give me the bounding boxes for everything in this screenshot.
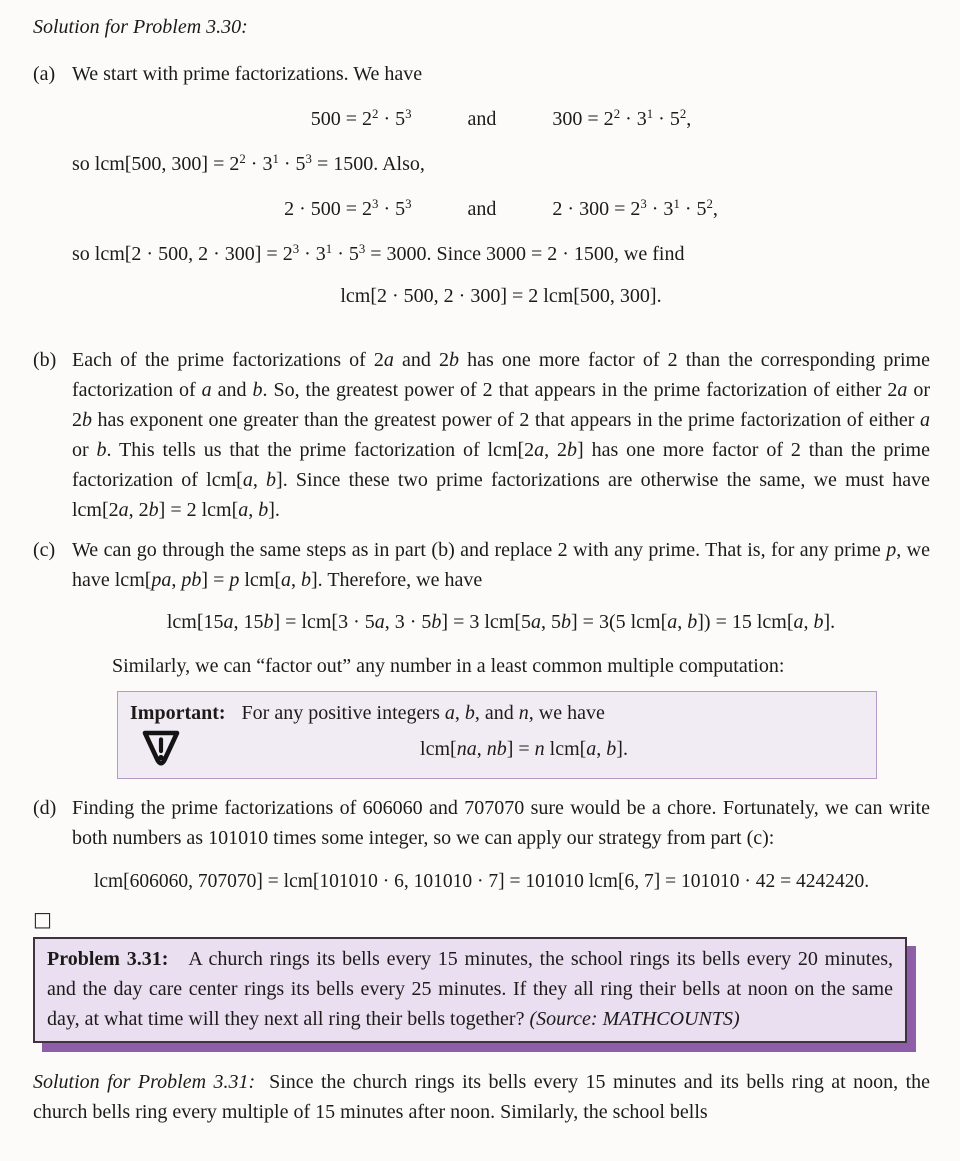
important-label: Important: (130, 702, 226, 724)
equation: $300 = 2^2 \cdot 3^1 \cdot 5^2$, (552, 106, 692, 130)
solution-331-label: Solution for Problem 3.31: (33, 1071, 256, 1093)
part-b-text: Each of the prime factorizations of 2a and 2b has one more factor of 2 than the corresponding prime factorization of a and b. So, the greatest power of 2 that appears in the prime factorization of either 2a or 2b has exponent one greater than the greatest power of 2 that appears in the prime factorization of either a or b. This tells us that the prime factorization of lcm[2a, 2b] has one more factor of 2 than the prime factorization of lcm[a, b]. Since these two prime factorizations are otherwise the same, we must have lcm[2a, 2b] = 2 lcm[a, b]. (72, 349, 930, 521)
problem-331-text-block (47, 944, 893, 1034)
problem-331-label: Problem 3.31: (47, 948, 169, 970)
equation: $500 = 2^2 \cdot 5^3$ (310, 106, 412, 130)
problem-331-text: A church rings its bells every 15 minutes, the school rings its bells every 20 minutes, and the day care center rings its bells every 25 minutes. If they all ring their bells at noon on the same day, at what time will they next all ring their bells together? (Source: MATHCOUNTS) (47, 948, 894, 1030)
equation: $2 \cdot 300 = 2^3 \cdot 3^1 \cdot 5^2$, (552, 196, 718, 220)
solution-331-text: Since the church rings its bells every 15 minutes and its bells ring at noon, the church bells ring every multiple of 15 minutes after noon. Similarly, the school bells (33, 1071, 931, 1123)
part-d-label: (d) (33, 797, 57, 819)
part-c-text: We can go through the same steps as in part (b) and replace 2 with any prime. That is, for any prime p, we have lcm[pa, pb] = p lcm[a, b]. Therefore, we have (72, 539, 930, 591)
equation-connector: and (467, 108, 497, 130)
important-equation: lcm[na, nb] = n lcm[a, b]. (420, 738, 628, 760)
equation-row-2 (72, 194, 930, 224)
part-c-similarly: Similarly, we can “factor out” any number in a least common multiple computation: (112, 655, 785, 677)
equation-lcm-conclusion: lcm[2 · 500, 2 · 300] = 2 lcm[500, 300]. (340, 285, 662, 307)
equation-15ab: lcm[15a, 15b] = lcm[3 · 5a, 3 · 5b] = 3 lcm[5a, 5b] = 3(5 lcm[a, b]) = 15 lcm[a, b]. (166, 611, 836, 633)
part-b-label: (b) (33, 349, 57, 371)
equation-row-1 (72, 104, 930, 134)
important-row2 (130, 728, 864, 770)
part-c (33, 535, 930, 779)
equation: $2 \cdot 500 = 2^3 \cdot 5^3$ (284, 196, 412, 220)
part-a-label: (a) (33, 63, 56, 85)
warning-exclamation-triangle-icon (138, 728, 184, 770)
part-a-line3: so lcm[2 · 500, $2 \cdot 300] = 2^3 \cdot 3^1 \cdot 5^3 = 3000$. Since 3000 = 2 · 1500, we find (72, 241, 685, 265)
important-text: For any positive integers a, b, and n, we have (241, 702, 605, 724)
part-a-line2: so lcm[500, $300] = 2^2 \cdot 3^1 \cdot 5^3 = 1500$. Also, (72, 151, 425, 175)
end-of-proof-square: □ (33, 907, 52, 931)
part-b (33, 345, 930, 525)
part-d (33, 793, 930, 853)
part-a-intro: We start with prime factorizations. We have (72, 63, 423, 85)
part-a (33, 59, 930, 323)
solution-331-paragraph (33, 1067, 930, 1127)
equation-606060: lcm[606060, 707070] = lcm[101010 · 6, 101010 · 7] = 101010 lcm[6, 7] = 101010 · 42 = 4242420. (93, 871, 870, 892)
problem-331-box (33, 937, 907, 1043)
solution-330-title: Solution for Problem 3.30: (33, 16, 248, 38)
important-row1 (130, 698, 864, 728)
important-callout-box (117, 691, 877, 779)
part-d-text: Finding the prime factorizations of 606060 and 707070 sure would be a chore. Fortunately, we can write both numbers as 101010 times some integer, so we can apply our strategy from part (c): (72, 797, 930, 849)
equation-connector: and (467, 198, 497, 220)
part-c-label: (c) (33, 539, 56, 561)
